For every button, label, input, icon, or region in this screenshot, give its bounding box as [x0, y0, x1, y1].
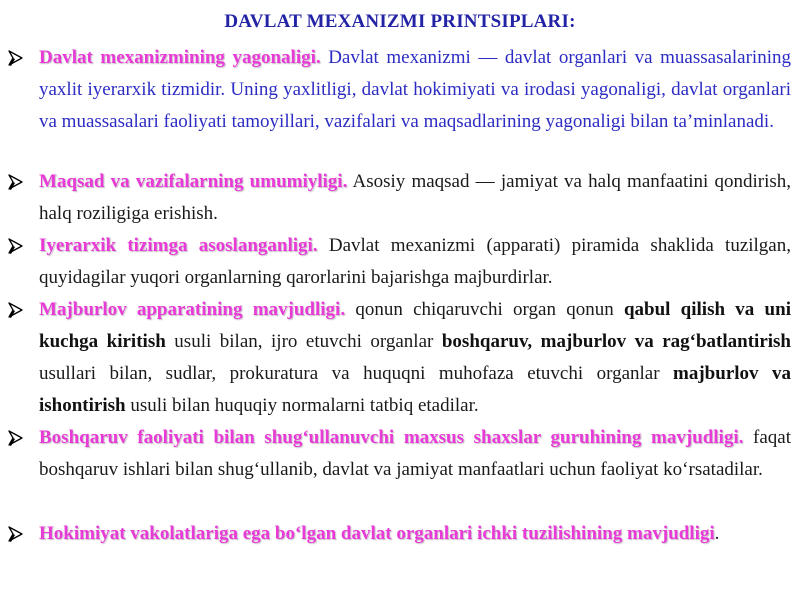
principle-heading-6: Hokimiyat vakolatlariga ega bo‘lgan davlat organlari ichki tuzilishining mavjudligi [39, 523, 715, 544]
principle-item-6 [39, 518, 791, 550]
principle-text-6: . [714, 523, 720, 544]
principle-text-5: faqat boshqaruv ishlari bilan shug‘ullanib, davlat va jamiyat manfaatlari uchun faoliyat ko‘rsatadilar. [39, 427, 791, 480]
arrow-bullet-icon [7, 518, 27, 550]
principle-text-2: Asosiy maqsad — jamiyat va halq manfaatini qondirish, halq roziligiga erishish. [39, 171, 791, 224]
arrow-bullet-icon [7, 166, 27, 198]
principle-item-4 [39, 294, 791, 422]
principle-text-4b: usuli bilan, ijro etuvchi organlar [165, 331, 442, 352]
principle-text-4a: qonun chiqaruvchi organ qonun [345, 299, 624, 320]
principle-bold-4a: qabul qilish va uni kuchga kiritish [39, 299, 791, 352]
principle-heading-3: Iyerarxik tizimga asoslanganligi. [39, 235, 318, 256]
principle-text-1: Davlat mexanizmi — davlat organlari va muassasalarining yaxlit iyerarxik tizmidir. Uning yaxlitligi, davlat hokimiyati va irodasi yagonaligi, davlat organlari va muassasalari faoliyati tamoyillari, vazifalari va maqsadlarining yagonaligi bilan ta’minlanadi. [39, 47, 791, 132]
principle-item-5 [39, 422, 791, 486]
principle-heading-1: Davlat mexanizmining yagonaligi. [39, 47, 321, 68]
principle-text-3: Davlat mexanizmi (apparati) piramida shaklida tuzilgan, quyidagilar yuqori organlarning qarorlarini bajarishga majburdirlar. [39, 235, 791, 288]
principle-heading-2: Maqsad va vazifalarning umumiyligi. [39, 171, 348, 192]
arrow-bullet-icon [7, 422, 27, 454]
principle-bold-4b: boshqaruv, majburlov va rag‘batlantirish [441, 331, 791, 352]
principle-item-3 [39, 230, 791, 294]
principle-text-4c: usullari bilan, sudlar, prokuratura va huquqni muhofaza etuvchi organlar [39, 363, 674, 384]
principle-bold-4c: majburlov va ishontirish [39, 363, 792, 416]
arrow-bullet-icon [7, 42, 27, 74]
principle-item-1 [39, 42, 791, 138]
arrow-bullet-icon [7, 294, 27, 326]
principle-heading-5: Boshqaruv faoliyati bilan shug‘ullanuvchi maxsus shaxslar guruhining mavjudligi. [39, 427, 744, 448]
principle-item-2 [39, 166, 791, 230]
principle-heading-4: Majburlov apparatining mavjudligi. [39, 299, 346, 320]
slide-title: DAVLAT MEXANIZMI PRINTSIPLARI: [224, 11, 576, 32]
arrow-bullet-icon [7, 230, 27, 262]
principle-text-4d: usuli bilan huquqiy normalarni tatbiq etadilar. [125, 395, 479, 416]
